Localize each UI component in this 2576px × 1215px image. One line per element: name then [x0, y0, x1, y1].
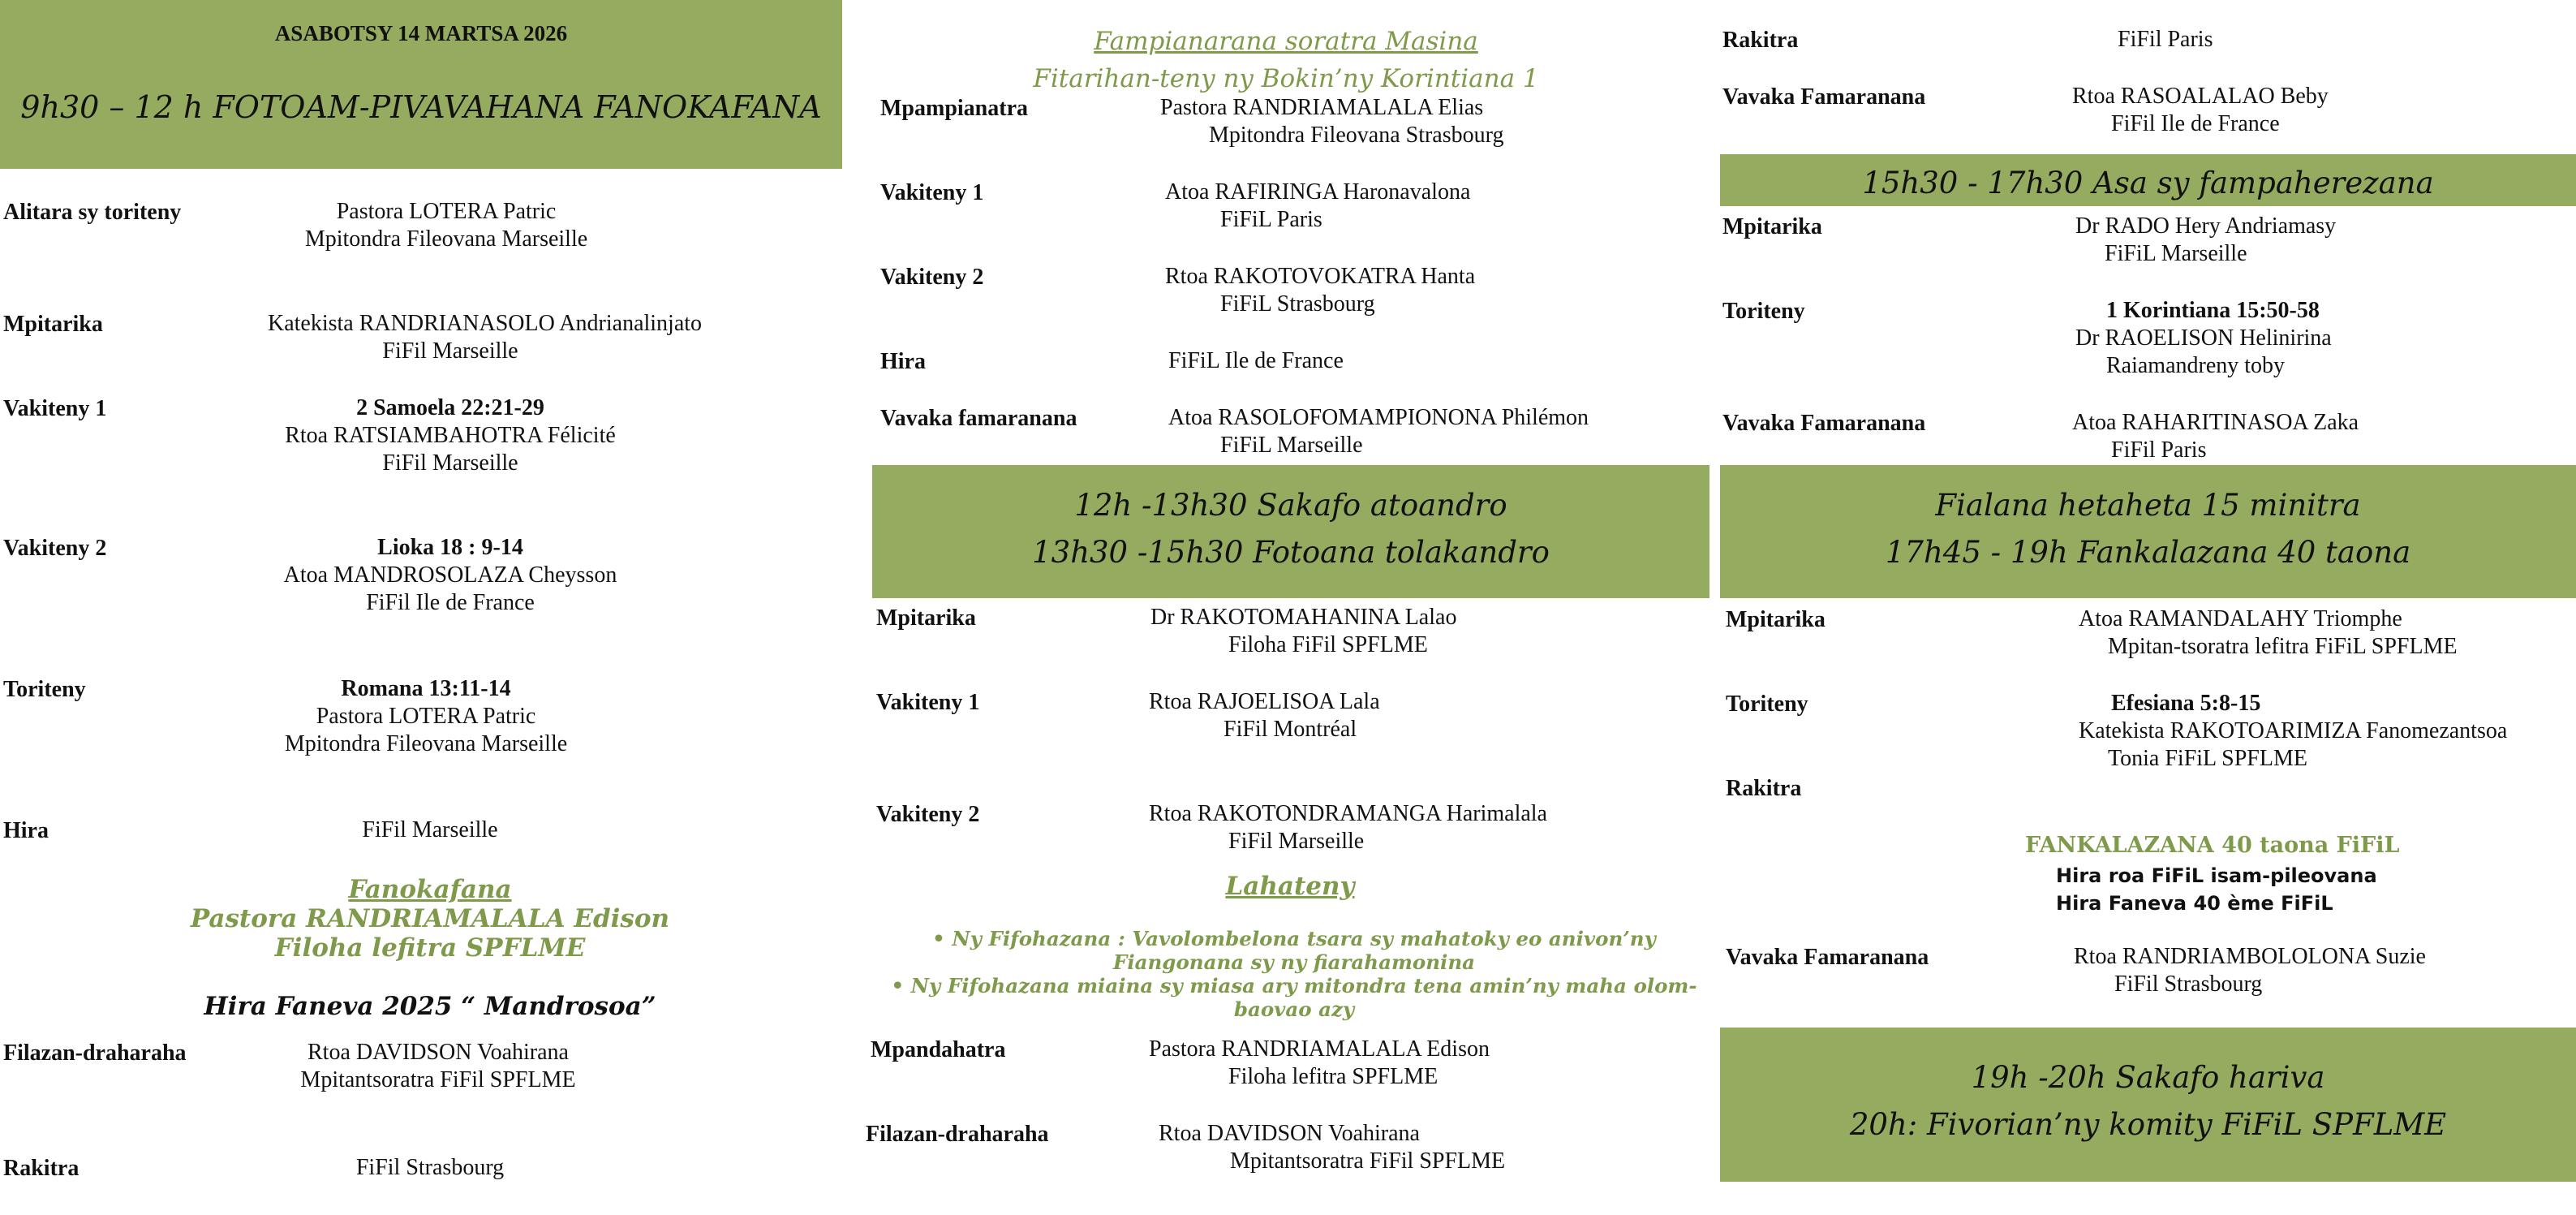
work-line: 15h30 - 17h30 Asa sy fampaherezana [1862, 166, 2434, 200]
fanokafana-heading: Fanokafana Pastora RANDRIAMALALA Edison Filoha lefitra SPFLME [190, 875, 670, 963]
row-label: Vakiteny 1 [876, 690, 980, 715]
row-value: Katekista RANDRIANASOLO Andrianalinjato FiFil Marseille [268, 311, 703, 364]
row-label: Vavaka Famaranana [1722, 411, 1926, 436]
row-value: Rtoa RANDRIAMBOLOLONA Suzie FiFil Strasbourg [2074, 944, 2426, 997]
lunch-line: 12h -13h30 Sakafo atoandro [1074, 488, 1507, 523]
lahateny-bullets: • Ny Fifohazana : Vavolombelona tsara sy mahatoky eo anivon’ny Fiangonana sy ny fiarahamonina • Ny Fifohazana miaina sy miasa ary mitondra tena amin’ny maha olom- baovao azy [891, 927, 1697, 1021]
row-value: Pastora RANDRIAMALALA Edison Filoha lefitra SPFLME [1149, 1036, 1490, 1089]
hira-faneva-title: Hira Faneva 2025 “ Mandrosoa” [204, 992, 656, 1021]
row-value: Pastora LOTERA Patric Mpitondra Fileovana Marseille [304, 199, 588, 252]
row-value: Rtoa RAKOTONDRAMANGA Harimalala FiFil Marseille [1149, 801, 1547, 854]
row-value: Rtoa DAVIDSON Voahirana Mpitantsoratra FiFil SPFLME [1159, 1121, 1506, 1174]
committee-line: 20h: Fivorian’ny komity FiFiL SPFLME [1849, 1107, 2447, 1142]
row-value: FiFil Marseille [362, 817, 498, 842]
fankalazana-block: FANKALAZANA 40 taona FiFiL Hira roa FiFiL isam-pileovana Hira Faneva 40 ème FiFiL [2025, 829, 2399, 917]
row-label: Vakiteny 2 [3, 536, 107, 561]
row-label: Mpitarika [1722, 214, 1822, 239]
row-label: Toriteny [3, 677, 86, 702]
afternoon-line: 13h30 -15h30 Fotoana tolakandro [1032, 535, 1550, 570]
row-value: Pastora RANDRIAMALALA Elias Mpitondra Fileovana Strasbourg [1160, 95, 1504, 148]
row-label: Vakiteny 2 [876, 802, 980, 827]
row-value: Efesiana 5:8-15 Katekista RAKOTOARIMIZA Fanomezantsoa Tonia FiFiL SPFLME [2079, 691, 2508, 771]
fankalazana-title: FANKALAZANA 40 taona FiFiL [2025, 833, 2400, 858]
dinner-banner [1720, 1028, 2576, 1182]
break-line: Fialana hetaheta 15 minitra [1935, 488, 2361, 523]
row-value: FiFil Paris [2118, 27, 2213, 52]
date-label: ASABOTSY 14 MARTSA 2026 [274, 21, 568, 45]
row-value: Romana 13:11-14 Pastora LOTERA Patric Mpitondra Fileovana Marseille [284, 676, 568, 756]
row-label: Vakiteny 2 [880, 265, 984, 290]
row-label: Hira [880, 349, 926, 374]
row-label: Alitara sy toriteny [3, 200, 182, 225]
teaching-heading: Fampianarana soratra Masina Fitarihan-teny ny Bokin’ny Korintiana 1 [1033, 27, 1539, 93]
row-value: Rtoa RAKOTOVOKATRA Hanta FiFiL Strasbourg [1165, 264, 1476, 317]
row-label: Toriteny [1722, 299, 1805, 324]
row-label: Rakitra [1726, 776, 1802, 801]
row-label: Vavaka famaranana [880, 406, 1077, 431]
row-value: Atoa RASOLOFOMAMPIONONA Philémon FiFiL Marseille [1168, 405, 1589, 458]
row-label: Vavaka Famaranana [1726, 945, 1929, 970]
row-value: Atoa RAMANDALAHY Triomphe Mpitan-tsoratra lefitra FiFiL SPFLME [2079, 606, 2458, 659]
row-label: Mpitarika [3, 312, 103, 337]
row-value: FiFiL Ile de France [1168, 348, 1344, 373]
row-value: Dr RAKOTOMAHANINA Lalao Filoha FiFil SPFLME [1150, 605, 1457, 657]
row-label: Filazan-draharaha [866, 1122, 1049, 1147]
row-value: Dr RADO Hery Andriamasy FiFiL Marseille [2075, 213, 2337, 266]
row-label: Hira [3, 818, 49, 843]
row-label: Mpandahatra [871, 1037, 1006, 1062]
dinner-line: 19h -20h Sakafo hariva [1971, 1060, 2325, 1095]
row-label: Rakitra [1722, 28, 1799, 53]
row-value: Rtoa DAVIDSON Voahirana Mpitantsoratra FiFil SPFLME [300, 1040, 576, 1092]
row-label: Mpitarika [1726, 607, 1826, 632]
row-value: Rtoa RASOALALAO Beby FiFil Ile de France [2072, 84, 2329, 136]
row-label: Filazan-draharaha [3, 1041, 187, 1066]
lunch-banner [872, 465, 1709, 598]
row-label: Rakitra [3, 1156, 80, 1181]
break-banner [1720, 465, 2576, 598]
row-label: Vavaka Famaranana [1722, 84, 1926, 110]
row-value: Atoa RAFIRINGA Haronavalona FiFiL Paris [1165, 179, 1471, 232]
row-label: Toriteny [1726, 692, 1808, 717]
work-banner [1720, 154, 2576, 206]
row-value: Atoa RAHARITINASOA Zaka FiFil Paris [2072, 410, 2359, 463]
row-label: Vakiteny 1 [3, 396, 107, 421]
row-value: Lioka 18 : 9-14 Atoa MANDROSOLAZA Cheysson FiFil Ile de France [283, 535, 617, 615]
row-value: 2 Samoela 22:21-29 Rtoa RATSIAMBAHOTRA Félicité FiFil Marseille [285, 395, 616, 476]
row-value: Rtoa RAJOELISOA Lala FiFil Montréal [1149, 689, 1380, 742]
celebration-line: 17h45 - 19h Fankalazana 40 taona [1885, 535, 2411, 570]
opening-banner [0, 0, 842, 169]
opening-service-title: 9h30 – 12 h FOTOAM-PIVAVAHANA FANOKAFANA [20, 89, 822, 125]
row-label: Mpampianatra [880, 96, 1028, 121]
row-value: 1 Korintiana 15:50-58 Dr RAOELISON Helinirina Raiamandreny toby [2075, 298, 2332, 378]
row-value: FiFil Strasbourg [355, 1155, 505, 1180]
row-label: Mpitarika [876, 605, 976, 631]
lahateny-heading: Lahateny [1225, 872, 1355, 901]
row-label: Vakiteny 1 [880, 180, 984, 205]
